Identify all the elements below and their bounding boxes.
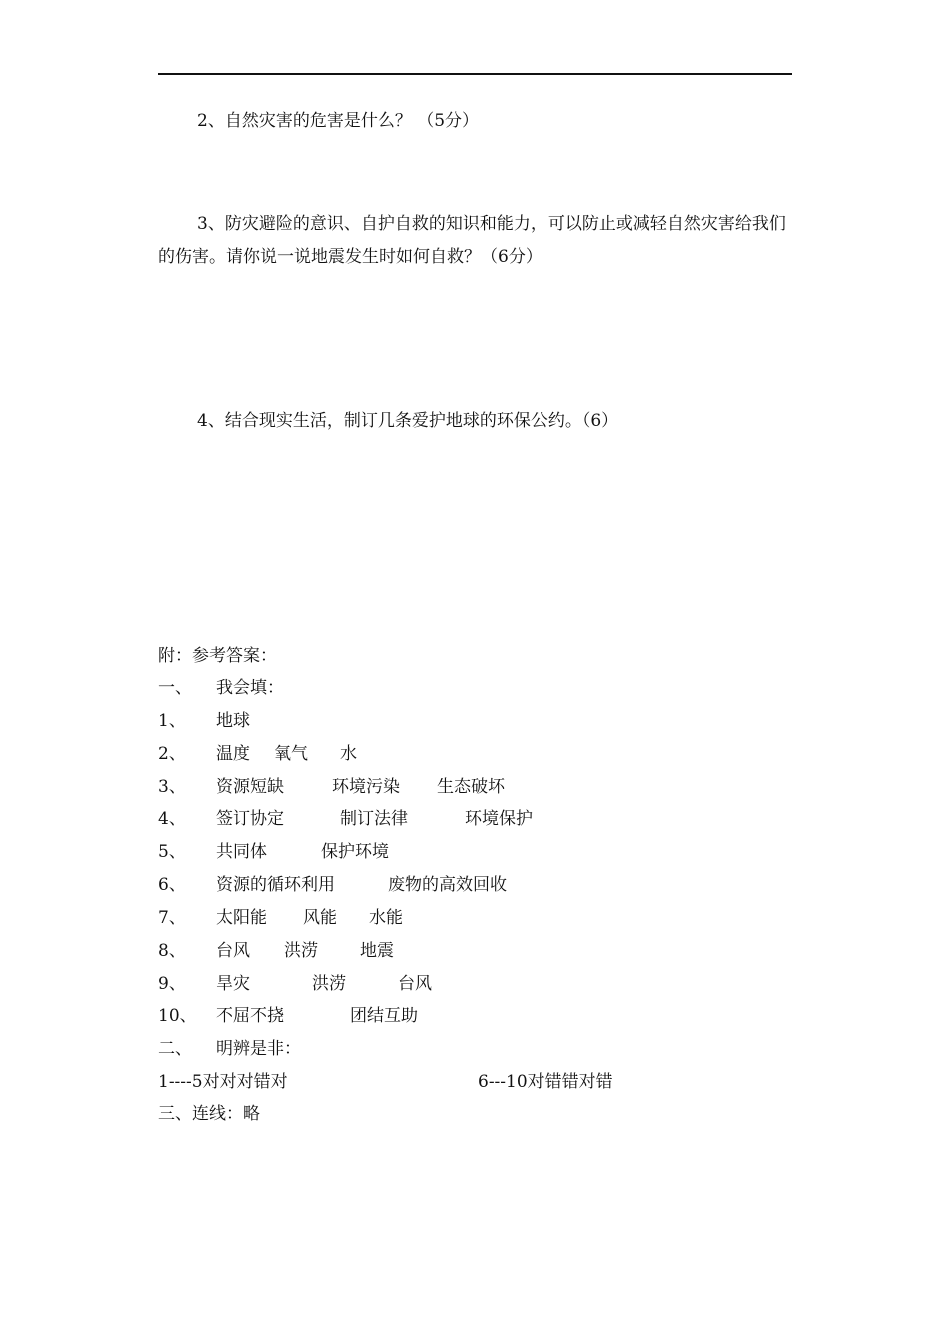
section-1-title: 我会填： bbox=[216, 678, 284, 698]
answer-row-10 bbox=[158, 1005, 418, 1027]
answer-number: 2、 bbox=[158, 744, 186, 764]
answer-part: 地震 bbox=[360, 941, 394, 961]
answer-part: 洪涝 bbox=[312, 974, 346, 994]
answer-number: 7、 bbox=[158, 908, 186, 928]
answer-part: 环境污染 bbox=[332, 777, 400, 797]
answer-part: 台风 bbox=[216, 941, 250, 961]
answer-part: 旱灾 bbox=[216, 974, 250, 994]
answers-section-1 bbox=[158, 677, 284, 699]
answer-row-8 bbox=[158, 940, 394, 962]
answers-section-3: 三、连线：略 bbox=[158, 1104, 260, 1124]
answer-part: 氧气 bbox=[274, 744, 308, 764]
answer-row-5 bbox=[158, 841, 389, 863]
section-2-title: 明辨是非： bbox=[216, 1039, 301, 1059]
answer-part: 资源的循环利用 bbox=[216, 875, 335, 895]
section-2-number: 二、 bbox=[158, 1039, 192, 1059]
answer-part: 生态破坏 bbox=[437, 777, 505, 797]
answer-row-9 bbox=[158, 973, 432, 995]
answer-number: 5、 bbox=[158, 842, 186, 862]
answer-part: 温度 bbox=[216, 744, 250, 764]
answer-row-2 bbox=[158, 743, 357, 765]
answer-part: 签订协定 bbox=[216, 809, 284, 829]
answer-number: 8、 bbox=[158, 941, 186, 961]
answer-part: 团结互助 bbox=[350, 1006, 418, 1026]
answer-part: 废物的高效回收 bbox=[388, 875, 507, 895]
question-4: 4、结合现实生活，制订几条爱护地球的环保公约。（6） bbox=[197, 411, 619, 431]
answer-part: 水 bbox=[340, 744, 357, 764]
answer-part: 风能 bbox=[303, 908, 337, 928]
answer-row-7 bbox=[158, 907, 403, 929]
question-3 bbox=[158, 208, 792, 274]
answer-number: 9、 bbox=[158, 974, 186, 994]
answer-part: 制订法律 bbox=[340, 809, 408, 829]
answer-number: 6、 bbox=[158, 875, 186, 895]
question-3-text: 3、防灾避险的意识、自护自救的知识和能力，可以防止或减轻自然灾害给我们的伤害。请你说一说地震发生时如何自救？（6分） bbox=[158, 214, 786, 267]
answer-part: 水能 bbox=[369, 908, 403, 928]
true-false-left: 1----5对对对错对 bbox=[158, 1072, 288, 1092]
question-2: 2、自然灾害的危害是什么？ （5分） bbox=[197, 111, 480, 131]
answer-part: 台风 bbox=[398, 974, 432, 994]
answer-row-1 bbox=[158, 710, 250, 732]
answer-row-6 bbox=[158, 874, 507, 896]
answers-heading: 附：参考答案： bbox=[158, 646, 277, 666]
answer-number: 1、 bbox=[158, 711, 186, 731]
answer-part: 地球 bbox=[216, 711, 250, 731]
answer-part: 保护环境 bbox=[321, 842, 389, 862]
top-rule bbox=[158, 73, 792, 75]
true-false-right: 6---10对错错对错 bbox=[478, 1072, 613, 1092]
answer-number: 4、 bbox=[158, 809, 186, 829]
answers-section-2 bbox=[158, 1038, 301, 1060]
answer-number: 3、 bbox=[158, 777, 186, 797]
answer-part: 太阳能 bbox=[216, 908, 267, 928]
answer-part: 洪涝 bbox=[284, 941, 318, 961]
answer-part: 资源短缺 bbox=[216, 777, 284, 797]
answer-part: 环境保护 bbox=[465, 809, 533, 829]
section-1-number: 一、 bbox=[158, 678, 192, 698]
answer-number: 10、 bbox=[158, 1006, 197, 1026]
answer-part: 不屈不挠 bbox=[216, 1006, 284, 1026]
answer-part: 共同体 bbox=[216, 842, 267, 862]
answer-row-3 bbox=[158, 776, 505, 798]
answer-row-4 bbox=[158, 808, 533, 830]
